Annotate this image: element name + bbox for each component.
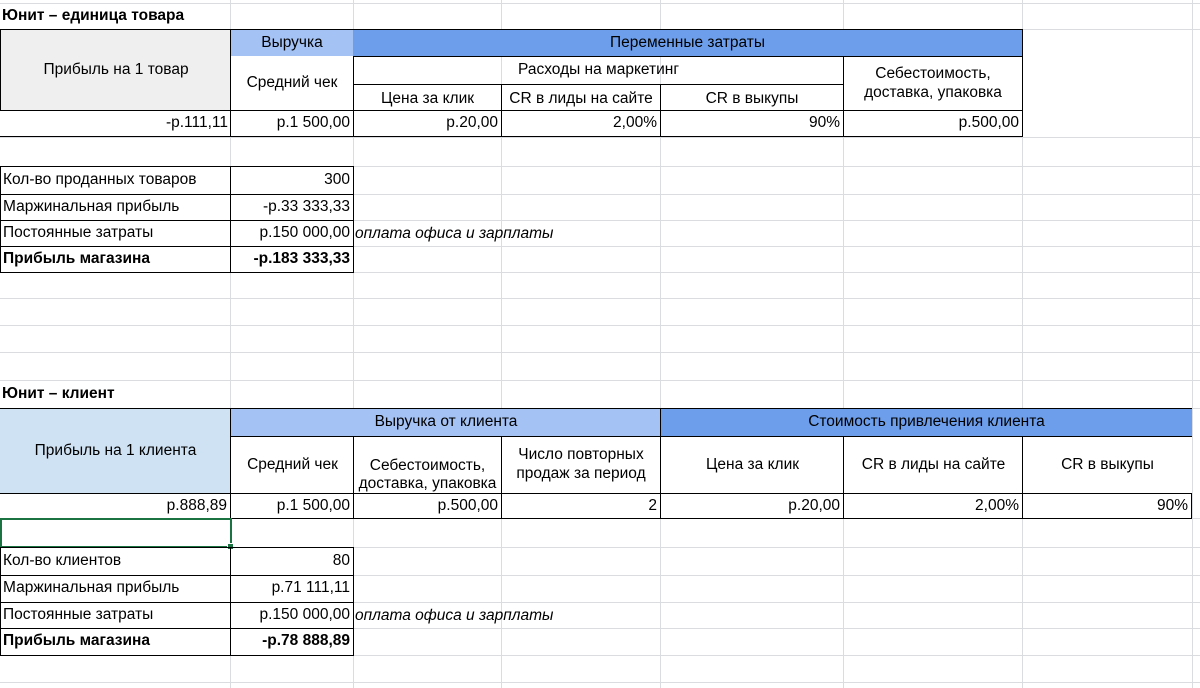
label-client-fixed-costs[interactable]: Постоянные затраты: [0, 602, 231, 629]
value-client-marginal-profit[interactable]: р.71 111,11: [230, 575, 354, 603]
gridline: [1192, 0, 1193, 688]
label-fixed-costs[interactable]: Постоянные затраты: [0, 220, 231, 247]
value-store-profit[interactable]: -р.183 333,33: [230, 246, 354, 273]
value-client-cost[interactable]: р.500,00: [353, 493, 502, 519]
header-marketing[interactable]: Расходы на маркетинг: [353, 56, 844, 84]
header-client-revenue[interactable]: Выручка от клиента: [230, 408, 661, 436]
value-profit-per-product[interactable]: -р.111,11: [0, 110, 231, 137]
label-products-sold[interactable]: Кол-во проданных товаров: [0, 166, 231, 195]
note-client-fixed-costs[interactable]: оплата офиса и зарплаты: [355, 606, 554, 624]
value-marginal-profit[interactable]: -р.33 333,33: [230, 194, 354, 221]
value-cost[interactable]: р.500,00: [843, 110, 1023, 137]
header-repeat-sales[interactable]: Число повторных продаж за период: [501, 436, 661, 493]
gridline: [0, 352, 1200, 353]
header-client-avg-check[interactable]: Средний чек: [230, 436, 354, 493]
gridline: [0, 325, 1200, 326]
value-client-cpc[interactable]: р.20,00: [660, 493, 844, 519]
header-client-cr-buyout[interactable]: CR в выкупы: [1022, 436, 1192, 493]
header-cpc[interactable]: Цена за клик: [353, 84, 502, 110]
value-cpc[interactable]: р.20,00: [353, 110, 502, 137]
value-client-cr-buyout[interactable]: 90%: [1022, 493, 1192, 519]
value-cr-leads[interactable]: 2,00%: [501, 110, 661, 137]
value-client-avg-check[interactable]: р.1 500,00: [230, 493, 354, 519]
value-client-fixed-costs[interactable]: р.150 000,00: [230, 602, 354, 629]
value-products-sold[interactable]: 300: [230, 166, 354, 195]
value-avg-check[interactable]: р.1 500,00: [230, 110, 354, 137]
header-profit-per-client[interactable]: Прибыль на 1 клиента: [0, 408, 231, 493]
value-client-cr-leads[interactable]: 2,00%: [843, 493, 1023, 519]
header-avg-check[interactable]: Средний чек: [230, 56, 354, 110]
value-clients-count[interactable]: 80: [230, 547, 354, 576]
value-profit-per-client[interactable]: р.888,89: [0, 493, 231, 519]
value-cr-buyout[interactable]: 90%: [660, 110, 844, 137]
section-title-unit-product[interactable]: Юнит – единица товара: [2, 6, 185, 24]
header-revenue[interactable]: Выручка: [230, 29, 354, 56]
label-clients-count[interactable]: Кол-во клиентов: [0, 547, 231, 576]
note-fixed-costs[interactable]: оплата офиса и зарплаты: [355, 224, 554, 242]
value-client-store-profit[interactable]: -р.78 888,89: [230, 628, 354, 656]
gridline: [0, 682, 1200, 683]
header-acquisition-cost[interactable]: Стоимость привлечения клиента: [660, 408, 1192, 436]
label-marginal-profit[interactable]: Маржинальная прибыль: [0, 194, 231, 221]
selected-cell[interactable]: [0, 518, 232, 548]
section-title-unit-client[interactable]: Юнит – клиент: [2, 384, 115, 402]
gridline: [0, 137, 1200, 138]
header-variable-costs[interactable]: Переменные затраты: [353, 29, 1023, 56]
label-client-marginal-profit[interactable]: Маржинальная прибыль: [0, 575, 231, 603]
header-cr-leads[interactable]: CR в лиды на сайте: [501, 84, 661, 110]
value-repeat-sales[interactable]: 2: [501, 493, 661, 519]
header-cost-delivery-packing[interactable]: Себестоимость, доставка, упаковка: [843, 56, 1023, 110]
header-client-cpc[interactable]: Цена за клик: [660, 436, 844, 493]
value-fixed-costs[interactable]: р.150 000,00: [230, 220, 354, 247]
header-profit-per-product[interactable]: Прибыль на 1 товар: [0, 29, 231, 110]
label-store-profit[interactable]: Прибыль магазина: [0, 246, 231, 273]
header-client-cr-leads[interactable]: CR в лиды на сайте: [843, 436, 1023, 493]
header-client-cost[interactable]: Себестоимость, доставка, упаковка: [353, 436, 502, 493]
header-cr-buyout[interactable]: CR в выкупы: [660, 84, 844, 110]
gridline: [0, 298, 1200, 299]
label-client-store-profit[interactable]: Прибыль магазина: [0, 628, 231, 656]
